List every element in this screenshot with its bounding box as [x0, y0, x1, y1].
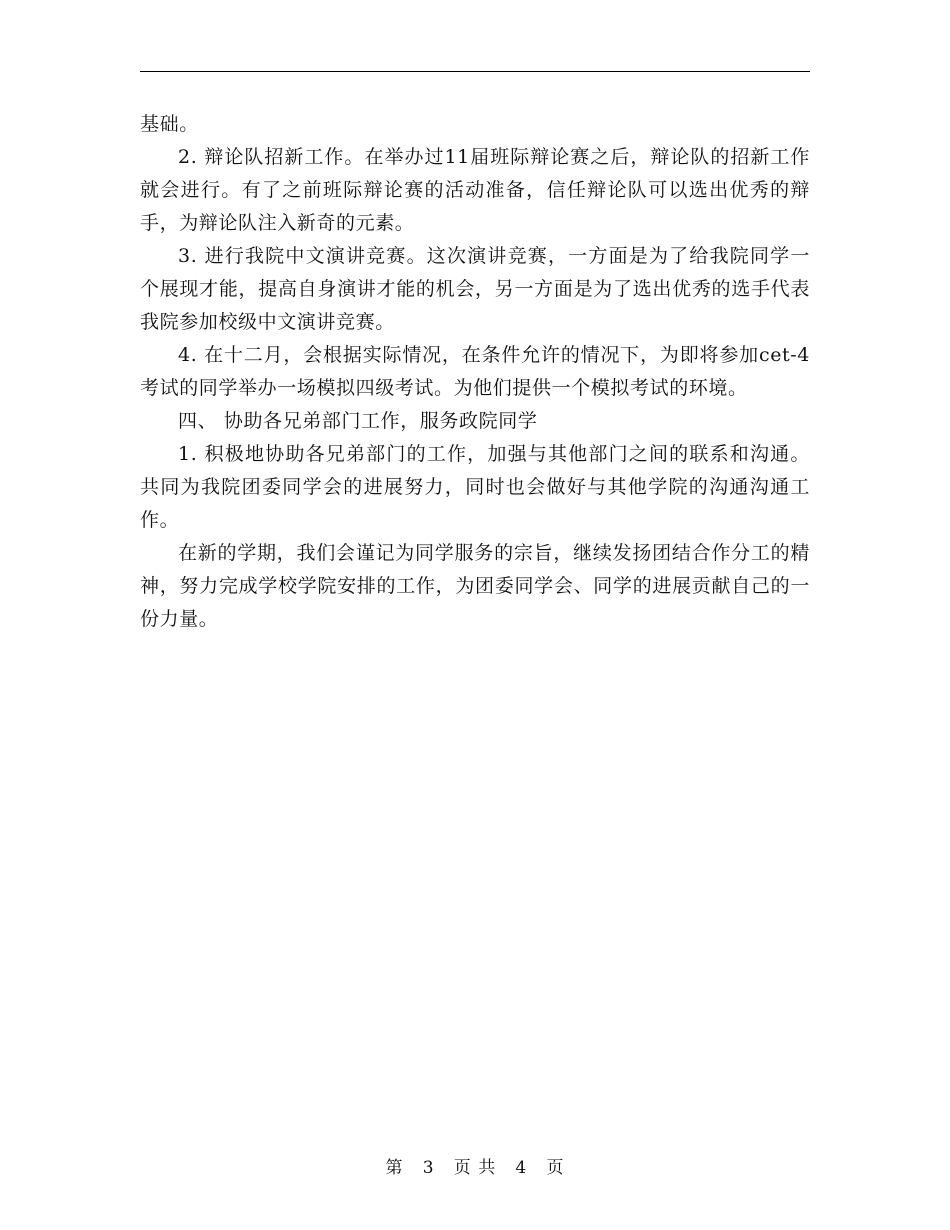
paragraph-speech-contest: 3. 进行我院中文演讲竞赛。这次演讲竞赛，一方面是为了给我院同学一个展现才能，提高自身演讲才能的机会，另一方面是为了选出优秀的选手代表我院参加校级中文演讲竞赛。 — [140, 245, 810, 333]
header-rule — [140, 71, 810, 72]
paragraph-continuation: 基础。 — [140, 113, 199, 135]
section-heading-four: 四、 协助各兄弟部门工作，服务政院同学 — [178, 410, 538, 432]
footer-suffix: 页 — [546, 1158, 565, 1178]
footer-total-pages: 4 — [515, 1158, 528, 1178]
document-body — [140, 108, 810, 636]
paragraph-assist-departments: 1. 积极地协助各兄弟部门的工作，加强与其他部门之间的联系和沟通。共同为我院团委同学会的进展努力，同时也会做好与其他学院的沟通沟通工作。 — [140, 443, 810, 531]
footer-middle: 页 共 — [453, 1158, 497, 1178]
paragraph-debate-recruitment: 2. 辩论队招新工作。在举办过11届班际辩论赛之后，辩论队的招新工作就会进行。有了之前班际辩论赛的活动准备，信任辩论队可以选出优秀的辩手，为辩论队注入新奇的元素。 — [140, 146, 810, 234]
footer-current-page: 3 — [422, 1158, 435, 1178]
page-footer — [0, 1153, 950, 1178]
paragraph-mock-cet4: 4. 在十二月，会根据实际情况，在条件允许的情况下，为即将参加cet-4考试的同学举办一场模拟四级考试。为他们提供一个模拟考试的环境。 — [140, 344, 810, 399]
paragraph-conclusion: 在新的学期，我们会谨记为同学服务的宗旨，继续发扬团结合作分工的精神，努力完成学校学院安排的工作，为团委同学会、同学的进展贡献自己的一份力量。 — [140, 542, 810, 630]
footer-prefix: 第 — [385, 1158, 404, 1178]
